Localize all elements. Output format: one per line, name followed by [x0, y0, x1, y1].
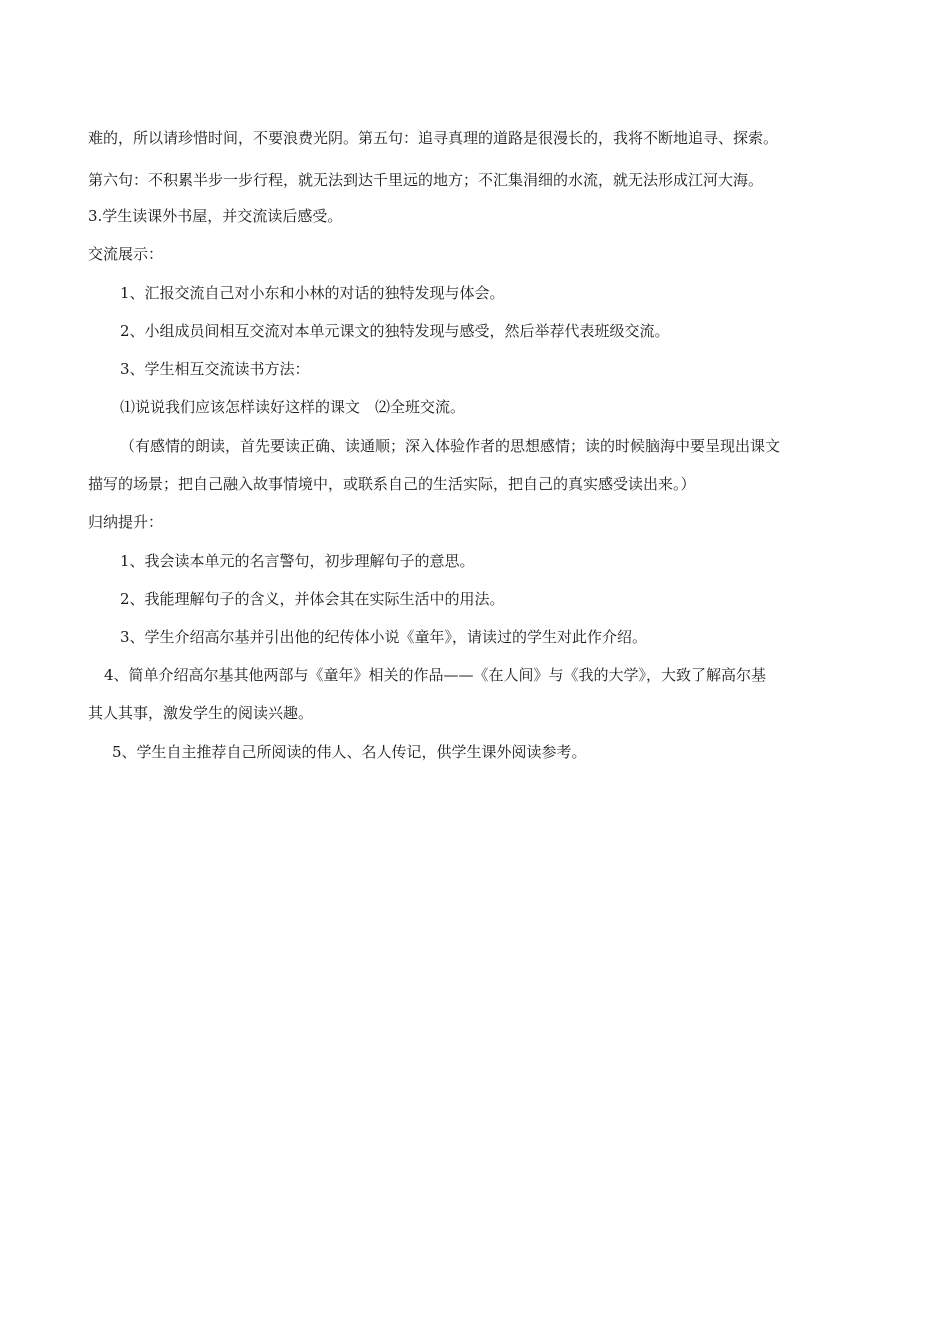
- paragraph-line-2: 第六句：不积累半步一步行程，就无法到达千里远的地方；不汇集涓细的水流，就无法形成江河大海。: [88, 171, 764, 189]
- list-item: 3、学生相互交流读书方法：: [120, 360, 310, 378]
- list-item: ⑴说说我们应该怎样读好这样的课文 ⑵全班交流。: [120, 398, 466, 416]
- list-item: 5、学生自主推荐自己所阅读的伟人、名人传记，供学生课外阅读参考。: [112, 743, 587, 761]
- list-item: 3、学生介绍高尔基并引出他的纪传体小说《童年》，请读过的学生对此作介绍。: [120, 628, 648, 646]
- section-heading-summary: 归纳提升：: [88, 513, 164, 531]
- list-item: 1、汇报交流自己对小东和小林的对话的独特发现与体会。: [120, 284, 505, 302]
- paragraph-line-note-1: （有感情的朗读，首先要读正确、读通顺；深入体验作者的思想感情；读的时候脑海中要呈现出课文: [120, 437, 781, 455]
- list-item: 2、小组成员间相互交流对本单元课文的独特发现与感受，然后举荐代表班级交流。: [120, 322, 670, 340]
- paragraph-line-3: 3.学生读课外书屋，并交流读后感受。: [88, 207, 343, 225]
- paragraph-line-note-2: 描写的场景；把自己融入故事情境中，或联系自己的生活实际，把自己的真实感受读出来。）: [88, 475, 696, 493]
- section-heading-exchange: 交流展示：: [88, 245, 164, 263]
- paragraph-line-1: 难的，所以请珍惜时间，不要浪费光阴。第五句：追寻真理的道路是很漫长的，我将不断地追寻、探索。: [88, 129, 779, 147]
- list-item-continuation: 其人其事，激发学生的阅读兴趣。: [88, 704, 314, 722]
- list-item: 4、简单介绍高尔基其他两部与《童年》相关的作品——《在人间》与《我的大学》，大致了解高尔基: [104, 666, 767, 684]
- list-item: 1、我会读本单元的名言警句，初步理解句子的意思。: [120, 552, 475, 570]
- list-item: 2、我能理解句子的含义，并体会其在实际生活中的用法。: [120, 590, 505, 608]
